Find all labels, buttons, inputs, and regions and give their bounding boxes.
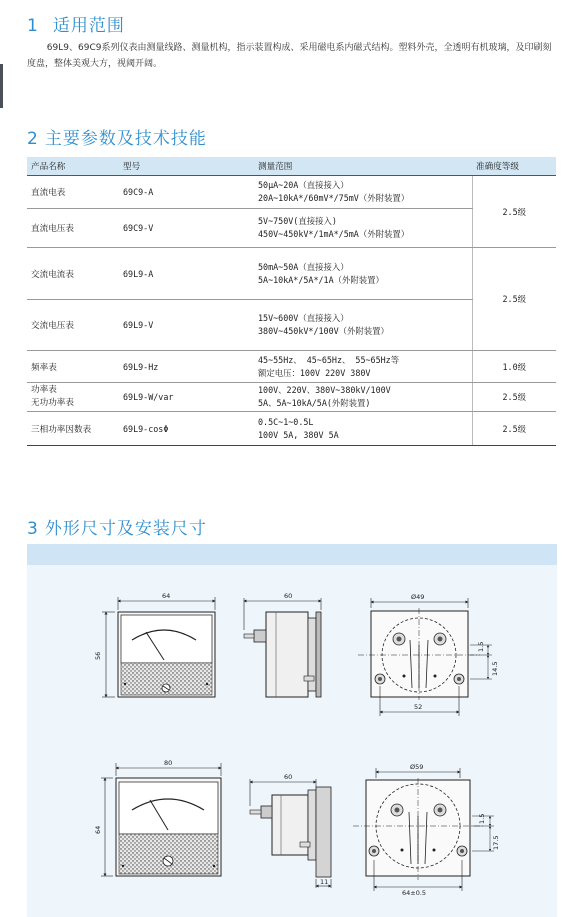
product-model: 69L9-Hz	[119, 351, 254, 383]
measurement-range: 0.5C~1~0.5L 100V 5A, 380V 5A	[254, 412, 472, 446]
meter-side-view-large	[250, 787, 331, 877]
measurement-range: 50mA~50A（直接接入） 5A~10kA*/5A*/1A（外附装置）	[254, 248, 472, 300]
dim-depth-label: 60	[284, 773, 293, 781]
dim-a-label: 1.5	[478, 813, 486, 824]
dim-b-label: 14.5	[491, 661, 499, 676]
section-1-heading: 1 适用范围	[27, 16, 125, 36]
dim-depth-label: 60	[284, 592, 293, 600]
accuracy-class: 2.5级	[472, 412, 556, 446]
meter-rear-view-small	[358, 608, 480, 700]
accuracy-class: 2.5级	[472, 176, 556, 248]
accuracy-class: 2.5级	[472, 248, 556, 351]
dim-hole-dia-label: Ø59	[410, 763, 424, 771]
product-name: 直流电表	[27, 176, 119, 209]
dim-height-label: 64	[94, 825, 102, 834]
header-accuracy: 准确度等级	[472, 157, 556, 176]
product-name: 交流电流表	[27, 248, 119, 300]
product-name: 交流电压表	[27, 300, 119, 351]
dim-b-label: 17.5	[492, 835, 500, 850]
meter-front-view-large	[116, 778, 221, 876]
section-1-intro: 69L9、69C9系列仪表由测量线路、测量机构，指示装置构成、采用磁电系内磁式结构。塑料外壳，全透明有机玻璃，及印刷刻度盘，整体美观大方，视阈开阔。	[27, 43, 552, 69]
header-model: 型号	[119, 157, 254, 176]
dim-mount-pitch-label: 64±0.5	[402, 889, 427, 897]
section-2-heading: 2 主要参数及技术技能	[27, 129, 207, 149]
product-name: 功率表 无功功率表	[27, 383, 119, 412]
dim-mount-pitch-label: 52	[414, 703, 423, 711]
product-model: 69C9-A	[119, 176, 254, 209]
product-name: 直流电压表	[27, 209, 119, 248]
product-name: 三相功率因数表	[27, 412, 119, 446]
accuracy-class: 2.5级	[472, 383, 556, 412]
meter-rear-view-large	[353, 778, 484, 880]
product-model: 69L9-cosΦ	[119, 412, 254, 446]
dim-hole-dia-label: Ø49	[411, 593, 425, 601]
section-3-heading: 3 外形尺寸及安装尺寸	[27, 519, 207, 539]
measurement-range: 15V~600V（直接接入） 380V~450kV*/100V（外附装置）	[254, 300, 472, 351]
meter-side-view-small	[244, 612, 321, 697]
product-model: 69L9-A	[119, 248, 254, 300]
product-model: 69C9-V	[119, 209, 254, 248]
meter-front-view-small	[118, 612, 215, 697]
measurement-range: 45~55Hz、 45~65Hz、 55~65Hz等 额定电压：100V 220V 380V	[254, 351, 472, 383]
dim-width-label: 64	[162, 592, 171, 600]
measurement-range: 50μA~20A（直接接入） 20A~10kA*/60mV*/75mV（外附装置）	[254, 176, 472, 209]
product-model: 69L9-W/var	[119, 383, 254, 412]
measurement-range: 100V、220V、380V~380kV/100V 5A、5A~10kA/5A(外附装置)	[254, 383, 472, 412]
measurement-range: 5V~750V(直接接入) 450V~450kV*/1mA*/5mA（外附装置）	[254, 209, 472, 248]
dim-flange-label: 11	[320, 878, 329, 886]
dim-height-label: 56	[94, 651, 102, 660]
header-product-name: 产品名称	[27, 157, 119, 176]
header-range: 测量范围	[254, 157, 472, 176]
product-model: 69L9-V	[119, 300, 254, 351]
dim-width-label: 80	[164, 759, 173, 767]
accuracy-class: 1.0级	[472, 351, 556, 383]
product-name: 频率表	[27, 351, 119, 383]
dim-a-label: 1.5	[477, 641, 485, 652]
